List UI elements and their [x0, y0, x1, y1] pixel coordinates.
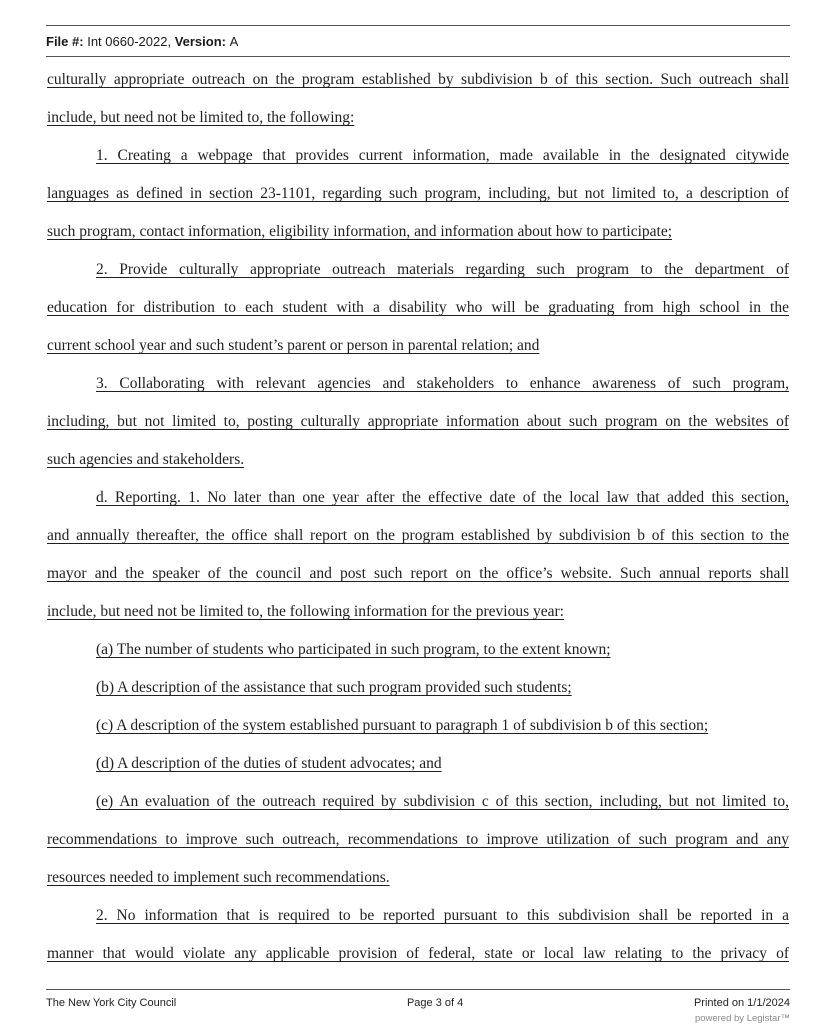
document-footer [46, 989, 790, 1009]
text-line: resources needed to implement such recommendations. [47, 869, 390, 886]
text-line: mayor and the speaker of the council and post such report on the office’s website. Such annual reports shall [47, 565, 789, 582]
powered-by-label: powered by Legistar™ [694, 1013, 790, 1024]
text-line: 3. Collaborating with relevant agencies and stakeholders to enhance awareness of such program, [96, 375, 789, 392]
text-line: such agencies and stakeholders. [47, 451, 245, 468]
footer-printed-date: Printed on 1/1/2024 [693, 997, 790, 1009]
file-label: File #: [46, 33, 84, 49]
text-line: 2. No information that is required to be reported pursuant to this subdivision shall be reported in a [96, 907, 789, 924]
text-line: culturally appropriate outreach on the program established by subdivision b of this section. Such outreach shall [47, 71, 789, 88]
text-line: include, but need not be limited to, the following: [47, 109, 355, 126]
text-line: include, but need not be limited to, the following information for the previous year: [47, 603, 564, 620]
text-line: (d) A description of the duties of student advocates; and [96, 755, 442, 772]
document-header [46, 25, 790, 57]
text-line: including, but not limited to, posting culturally appropriate information about such program on the websites of [47, 413, 789, 430]
text-line: education for distribution to each student with a disability who will be graduating from high school in the [47, 299, 789, 316]
text-line: recommendations to improve such outreach, recommendations to improve utilization of such program and any [47, 831, 789, 848]
footer-page-number: Page 3 of 4 [406, 997, 464, 1009]
version-label: Version: [174, 33, 226, 49]
text-line: (e) An evaluation of the outreach required by subdivision c of this section, including, but not limited to, [96, 793, 789, 810]
text-line: d. Reporting. 1. No later than one year after the effective date of the local law that added this section, [96, 489, 789, 506]
text-line: 2. Provide culturally appropriate outreach materials regarding such program to the department of [96, 261, 789, 278]
text-line: manner that would violate any applicable provision of federal, state or local law relating to the privacy of [47, 945, 789, 962]
text-line: (c) A description of the system established pursuant to paragraph 1 of subdivision b of this section; [96, 717, 709, 734]
text-line: current school year and such student’s parent or person in parental relation; and [47, 337, 540, 354]
version-value: A [229, 33, 239, 49]
text-line: (a) The number of students who participated in such program, to the extent known; [96, 641, 611, 658]
text-line: such program, contact information, eligibility information, and information about how to participate; [47, 223, 673, 240]
file-number: Int 0660-2022, [87, 33, 172, 49]
text-line: (b) A description of the assistance that such program provided such students; [96, 679, 572, 696]
text-line: and annually thereafter, the office shall report on the program established by subdivision b of this section to the [47, 527, 789, 544]
footer-org: The New York City Council [46, 997, 177, 1009]
document-body [47, 61, 789, 973]
text-line: 1. Creating a webpage that provides current information, made available in the designated citywide [96, 147, 789, 164]
text-line: languages as defined in section 23-1101, regarding such program, including, but not limited to, a description of [47, 185, 789, 202]
